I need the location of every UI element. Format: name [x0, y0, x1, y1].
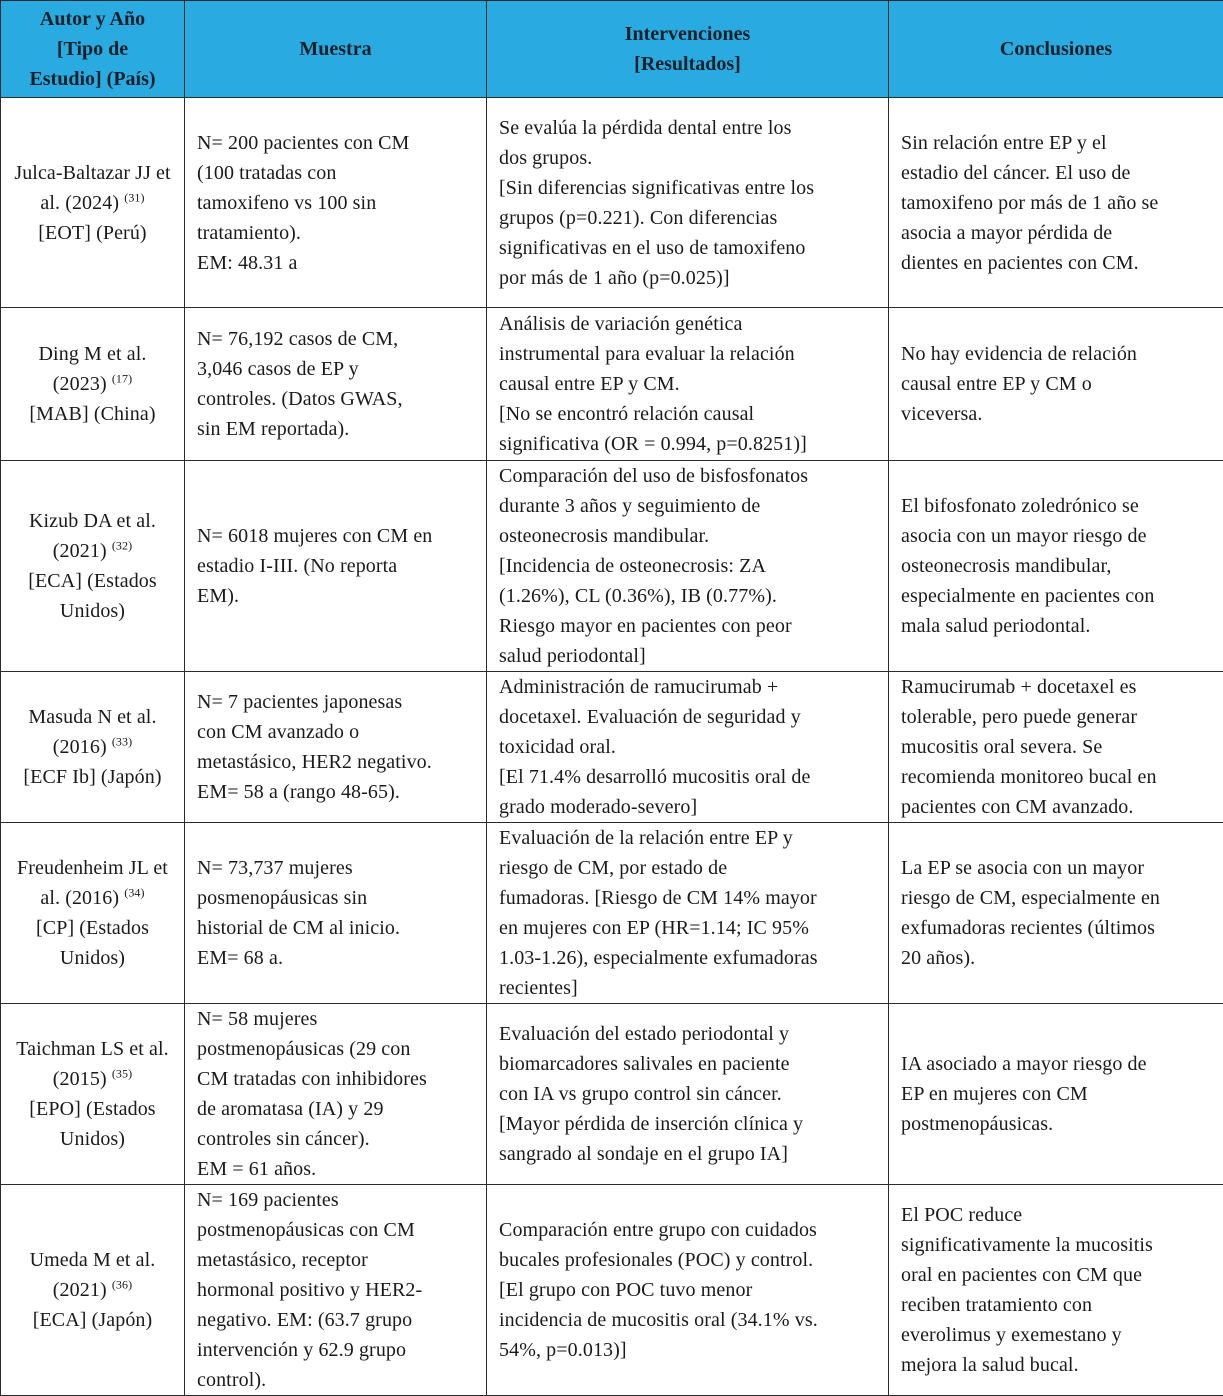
interventions-cell	[487, 672, 889, 823]
table-row	[1, 1185, 1223, 1396]
text-line: Administración de ramucirumab +	[499, 672, 876, 702]
text-line: Comparación del uso de bisfosfonatos	[499, 461, 876, 491]
text-line: El POC reduce	[901, 1200, 1211, 1230]
text-line: incidencia de mucositis oral (34.1% vs.	[499, 1305, 876, 1335]
text-line: tratamiento).	[197, 218, 474, 248]
interventions-cell	[487, 1185, 889, 1396]
text-line: Análisis de variación genética	[499, 309, 876, 339]
text-line: docetaxel. Evaluación de seguridad y	[499, 702, 876, 732]
text-line: en mujeres con EP (HR=1.14; IC 95%	[499, 913, 876, 943]
text-line: Riesgo mayor en pacientes con peor	[499, 611, 876, 641]
interventions-cell	[487, 461, 889, 672]
text-line: sin EM reportada).	[197, 414, 474, 444]
text-line: osteonecrosis mandibular.	[499, 521, 876, 551]
author-cell	[1, 461, 185, 672]
conclusions-cell	[889, 1004, 1223, 1185]
text-line: salud periodontal]	[499, 641, 876, 671]
text-line: control).	[197, 1365, 474, 1395]
text-line: metastásico, receptor	[197, 1245, 474, 1275]
reference-number: (17)	[112, 371, 132, 385]
text-line: metastásico, HER2 negativo.	[197, 747, 474, 777]
text-line: grado moderado-severo]	[499, 792, 876, 822]
text-line: con IA vs grupo control sin cáncer.	[499, 1079, 876, 1109]
text-line: N= 200 pacientes con CM	[197, 128, 474, 158]
interventions-cell	[487, 98, 889, 308]
conclusions-cell	[889, 823, 1223, 1004]
interventions-cell	[487, 823, 889, 1004]
text-line: estadio del cáncer. El uso de	[901, 158, 1211, 188]
text-line: Comparación entre grupo con cuidados	[499, 1215, 876, 1245]
text-line: exfumadoras recientes (últimos	[901, 913, 1211, 943]
text-line: toxicidad oral.	[499, 732, 876, 762]
author-cell	[1, 98, 185, 308]
text-line: causal entre EP y CM.	[499, 369, 876, 399]
text-line: especialmente en pacientes con	[901, 581, 1211, 611]
text-line: postmenopáusicas con CM	[197, 1215, 474, 1245]
text-line: fumadoras. [Riesgo de CM 14% mayor	[499, 883, 876, 913]
text-line: sangrado al sondaje en el grupo IA]	[499, 1139, 876, 1169]
text-line: de aromatasa (IA) y 29	[197, 1094, 474, 1124]
sample-cell	[185, 308, 487, 461]
text-line: everolimus y exemestano y	[901, 1320, 1211, 1350]
text-line: bucales profesionales (POC) y control.	[499, 1245, 876, 1275]
text-line: [Mayor pérdida de inserción clínica y	[499, 1109, 876, 1139]
author-cell	[1, 1185, 185, 1396]
text-line: recomienda monitoreo bucal en	[901, 762, 1211, 792]
text-line: mejora la salud bucal.	[901, 1350, 1211, 1380]
text-line: [Incidencia de osteonecrosis: ZA	[499, 551, 876, 581]
text-line: Se evalúa la pérdida dental entre los	[499, 113, 876, 143]
text-line: biomarcadores salivales en paciente	[499, 1049, 876, 1079]
text-line: Evaluación del estado periodontal y	[499, 1019, 876, 1049]
text-line: recientes]	[499, 973, 876, 1003]
text-line: posmenopáusicas sin	[197, 883, 474, 913]
text-line: 54%, p=0.013)]	[499, 1335, 876, 1365]
text-line: riesgo de CM, por estado de	[499, 853, 876, 883]
author-name-year: Taichman LS et al. (2015)	[16, 1038, 169, 1090]
conclusions-cell	[889, 98, 1223, 308]
study-type-country: [EPO] (Estados Unidos)	[29, 1098, 155, 1150]
author-name-year: Julca-Baltazar JJ et al. (2024)	[14, 162, 170, 214]
text-line: 3,046 casos de EP y	[197, 354, 474, 384]
text-line: hormonal positivo y HER2-	[197, 1275, 474, 1305]
header-conclusions: Conclusiones	[889, 1, 1223, 98]
text-line: (100 tratadas con	[197, 158, 474, 188]
text-line: N= 73,737 mujeres	[197, 853, 474, 883]
text-line: grupos (p=0.221). Con diferencias	[499, 203, 876, 233]
text-line: riesgo de CM, especialmente en	[901, 883, 1211, 913]
text-line: tamoxifeno por más de 1 año se	[901, 188, 1211, 218]
text-line: pacientes con CM avanzado.	[901, 792, 1211, 822]
text-line: viceversa.	[901, 399, 1211, 429]
text-line: Sin relación entre EP y el	[901, 128, 1211, 158]
header-author: Autor y Año [Tipo de Estudio] (País)	[1, 1, 185, 98]
text-line: asocia a mayor pérdida de	[901, 218, 1211, 248]
text-line: N= 58 mujeres	[197, 1004, 474, 1034]
text-line: N= 76,192 casos de CM,	[197, 324, 474, 354]
sample-cell	[185, 98, 487, 308]
interventions-cell	[487, 308, 889, 461]
author-cell	[1, 1004, 185, 1185]
text-line: tamoxifeno vs 100 sin	[197, 188, 474, 218]
sample-cell	[185, 461, 487, 672]
text-line: [El 71.4% desarrolló mucositis oral de	[499, 762, 876, 792]
sample-cell	[185, 1004, 487, 1185]
text-line: reciben tratamiento con	[901, 1290, 1211, 1320]
author-cell	[1, 308, 185, 461]
text-line: IA asociado a mayor riesgo de	[901, 1049, 1211, 1079]
text-line: N= 169 pacientes	[197, 1185, 474, 1215]
header-sample: Muestra	[185, 1, 487, 98]
text-line: EM= 68 a.	[197, 943, 474, 973]
study-type-country: [EOT] (Perú)	[38, 222, 146, 244]
text-line: La EP se asocia con un mayor	[901, 853, 1211, 883]
text-line: No hay evidencia de relación	[901, 339, 1211, 369]
text-line: EM).	[197, 581, 474, 611]
text-line: EM: 48.31 a	[197, 248, 474, 278]
text-line: [Sin diferencias significativas entre los	[499, 173, 876, 203]
reference-number: (36)	[112, 1277, 132, 1291]
text-line: Ramucirumab + docetaxel es	[901, 672, 1211, 702]
author-name-year: Umeda M et al. (2021)	[30, 1249, 156, 1301]
text-line: EM= 58 a (rango 48-65).	[197, 777, 474, 807]
text-line: mala salud periodontal.	[901, 611, 1211, 641]
table-row	[1, 1004, 1223, 1185]
text-line: CM tratadas con inhibidores	[197, 1064, 474, 1094]
text-line: postmenopáusicas.	[901, 1109, 1211, 1139]
text-line: intervención y 62.9 grupo	[197, 1335, 474, 1365]
table-row	[1, 672, 1223, 823]
text-line: instrumental para evaluar la relación	[499, 339, 876, 369]
table-row	[1, 98, 1223, 308]
text-line: EM = 61 años.	[197, 1154, 474, 1184]
text-line: postmenopáusicas (29 con	[197, 1034, 474, 1064]
text-line: (1.26%), CL (0.36%), IB (0.77%).	[499, 581, 876, 611]
text-line: [El grupo con POC tuvo menor	[499, 1275, 876, 1305]
author-name-year: Ding M et al. (2023)	[39, 343, 147, 395]
table-row	[1, 308, 1223, 461]
text-line: N= 7 pacientes japonesas	[197, 687, 474, 717]
text-line: dos grupos.	[499, 143, 876, 173]
text-line: oral en pacientes con CM que	[901, 1260, 1211, 1290]
sample-cell	[185, 823, 487, 1004]
author-cell	[1, 672, 185, 823]
text-line: EP en mujeres con CM	[901, 1079, 1211, 1109]
text-line: mucositis oral severa. Se	[901, 732, 1211, 762]
text-line: negativo. EM: (63.7 grupo	[197, 1305, 474, 1335]
text-line: estadio I-III. (No reporta	[197, 551, 474, 581]
text-line: asocia con un mayor riesgo de	[901, 521, 1211, 551]
study-type-country: [ECA] (Estados Unidos)	[28, 570, 157, 622]
table-body	[1, 98, 1223, 1396]
text-line: N= 6018 mujeres con CM en	[197, 521, 474, 551]
text-line: significativas en el uso de tamoxifeno	[499, 233, 876, 263]
text-line: 1.03-1.26), especialmente exfumadoras	[499, 943, 876, 973]
conclusions-cell	[889, 461, 1223, 672]
text-line: con CM avanzado o	[197, 717, 474, 747]
header-row	[1, 1, 1223, 98]
table-row	[1, 823, 1223, 1004]
sample-cell	[185, 672, 487, 823]
study-type-country: [ECF Ib] (Japón)	[23, 766, 161, 788]
header-interventions: Intervenciones [Resultados]	[487, 1, 889, 98]
text-line: por más de 1 año (p=0.025)]	[499, 263, 876, 293]
text-line: tolerable, pero puede generar	[901, 702, 1211, 732]
table-row	[1, 461, 1223, 672]
reference-number: (33)	[112, 734, 132, 748]
text-line: 20 años).	[901, 943, 1211, 973]
author-name-year: Masuda N et al. (2016)	[28, 706, 156, 758]
conclusions-cell	[889, 1185, 1223, 1396]
text-line: osteonecrosis mandibular,	[901, 551, 1211, 581]
text-line: Evaluación de la relación entre EP y	[499, 823, 876, 853]
text-line: durante 3 años y seguimiento de	[499, 491, 876, 521]
text-line: significativa (OR = 0.994, p=0.8251)]	[499, 429, 876, 459]
text-line: historial de CM al inicio.	[197, 913, 474, 943]
reference-number: (31)	[124, 190, 144, 204]
text-line: controles. (Datos GWAS,	[197, 384, 474, 414]
reference-number: (34)	[124, 885, 144, 899]
text-line: El bifosfonato zoledrónico se	[901, 491, 1211, 521]
conclusions-cell	[889, 308, 1223, 461]
text-line: significativamente la mucositis	[901, 1230, 1211, 1260]
author-name-year: Kizub DA et al. (2021)	[29, 510, 156, 562]
author-name-year: Freudenheim JL et al. (2016)	[17, 857, 168, 909]
text-line: [No se encontró relación causal	[499, 399, 876, 429]
study-type-country: [CP] (Estados Unidos)	[36, 917, 149, 969]
text-line: controles sin cáncer).	[197, 1124, 474, 1154]
interventions-cell	[487, 1004, 889, 1185]
study-type-country: [MAB] (China)	[29, 403, 155, 425]
sample-cell	[185, 1185, 487, 1396]
text-line: causal entre EP y CM o	[901, 369, 1211, 399]
text-line: dientes en pacientes con CM.	[901, 248, 1211, 278]
study-type-country: [ECA] (Japón)	[33, 1309, 153, 1331]
author-cell	[1, 823, 185, 1004]
reference-number: (35)	[112, 1066, 132, 1080]
conclusions-cell	[889, 672, 1223, 823]
reference-number: (32)	[112, 538, 132, 552]
